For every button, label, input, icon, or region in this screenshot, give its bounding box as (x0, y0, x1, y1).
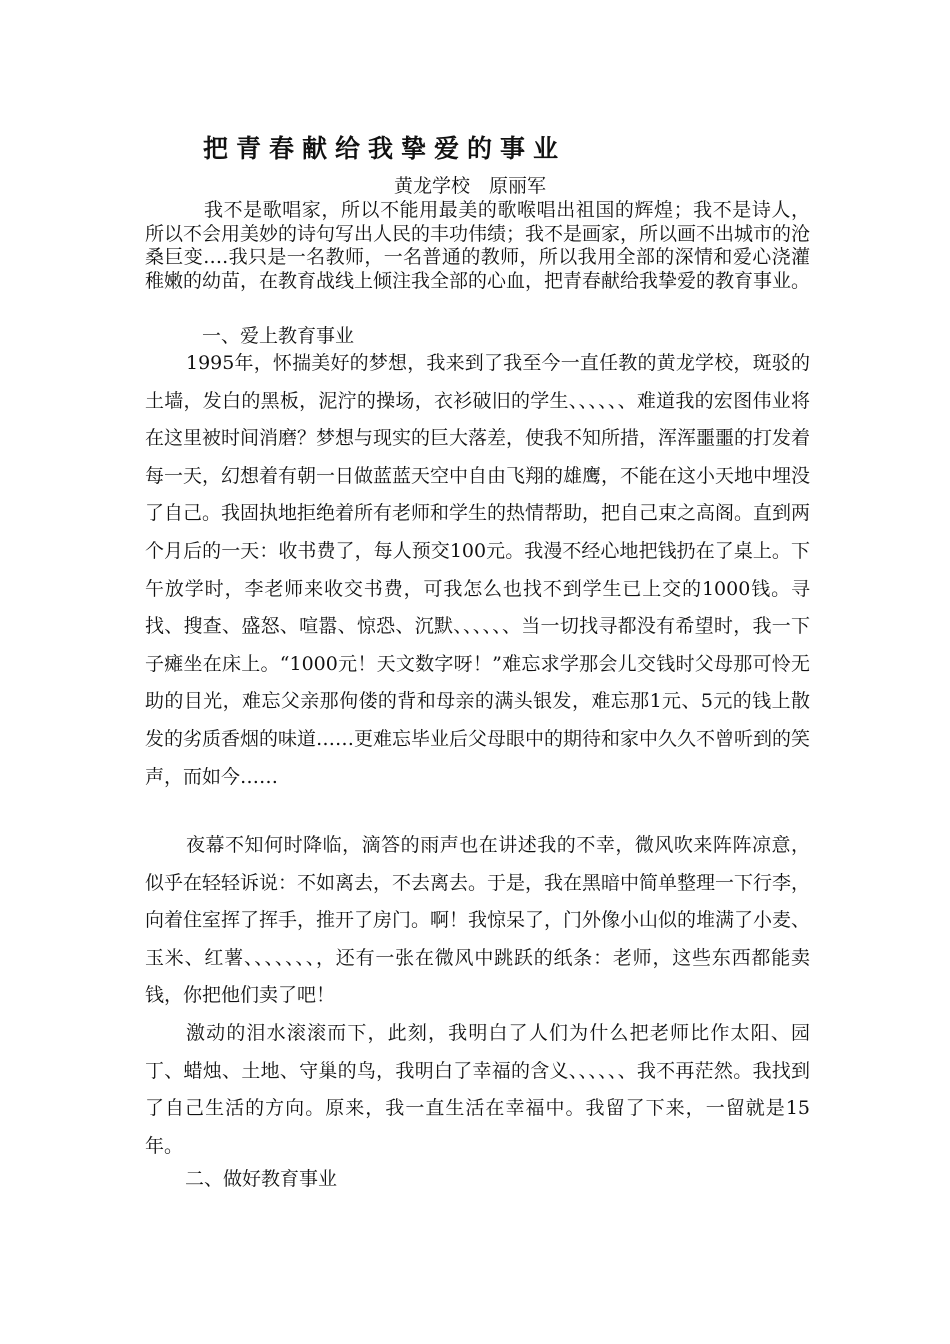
section-heading-1: 一、爱上教育事业 (202, 325, 355, 347)
document-title: 把青春献给我挚爱的事业 (203, 134, 567, 163)
body-paragraph-1: 1995年，怀揣美好的梦想，我来到了我至今一直任教的黄龙学校，斑驳的土墙，发白的黑板，泥泞的操场，衣衫破旧的学生、、、、、、难道我的宏图伟业将在这里被时间消磨？梦想与现实的巨大落差，使我不知所措，浑浑噩噩的打发着每一天，幻想着有朝一日做蓝蓝天空中自由飞翔的雄鹰，不能在这小天地中埋没了自己。我固执地拒绝着所有老师和学生的热情帮助，把自己束之高阁。直到两个月后的一天：收书费了，每人预交100元。我漫不经心地把钱扔在了桌上。下午放学时，李老师来收交书费，可我怎么也找不到学生已上交的1000钱。寻找、搜查、盛怒、喧嚣、惊恐、沉默、、、、、、当一切找寻都没有希望时，我一下子瘫坐在床上。“1000元！天文数字呀！”难忘求学那会儿交钱时父母那可怜无助的目光，难忘父亲那佝偻的背和母亲的满头银发，难忘那1元、5元的钱上散发的劣质香烟的味道……更难忘毕业后父母眼中的期待和家中久久不曾听到的笑声，而如今…… (145, 352, 811, 788)
body-paragraph-3: 激动的泪水滚滚而下，此刻，我明白了人们为什么把老师比作太阳、园丁、蜡烛、土地、守巢的鸟，我明白了幸福的含义、、、、、、我不再茫然。我找到了自己生活的方向。原来，我一直生活在幸福中。我留了下来，一留就是15年。 (145, 1022, 810, 1157)
section-heading-2: 二、做好教育事业 (185, 1168, 338, 1190)
author-byline: 黄龙学校 原丽军 (394, 175, 547, 197)
intro-paragraph: 我不是歌唱家，所以不能用最美的歌喉唱出祖国的辉煌；我不是诗人，所以不会用美妙的诗句写出人民的丰功伟绩；我不是画家，所以画不出城市的沧桑巨变….我只是一名教师，一名普通的教师，所以我用全部的深情和爱心浇灌稚嫩的幼苗，在教育战线上倾注我全部的心血，把青春献给我挚爱的教育事业。 (145, 199, 811, 292)
body-paragraph-2: 夜幕不知何时降临，滴答的雨声也在讲述我的不幸，微风吹来阵阵凉意，似乎在轻轻诉说：不如离去，不去离去。于是，我在黑暗中简单整理一下行李，向着住室挥了挥手，推开了房门。啊！我惊呆了，门外像小山似的堆满了小麦、玉米、红薯、、、、、、、，还有一张在微风中跳跃的纸条：老师，这些东西都能卖钱，你把他们卖了吧！ (145, 834, 811, 1007)
